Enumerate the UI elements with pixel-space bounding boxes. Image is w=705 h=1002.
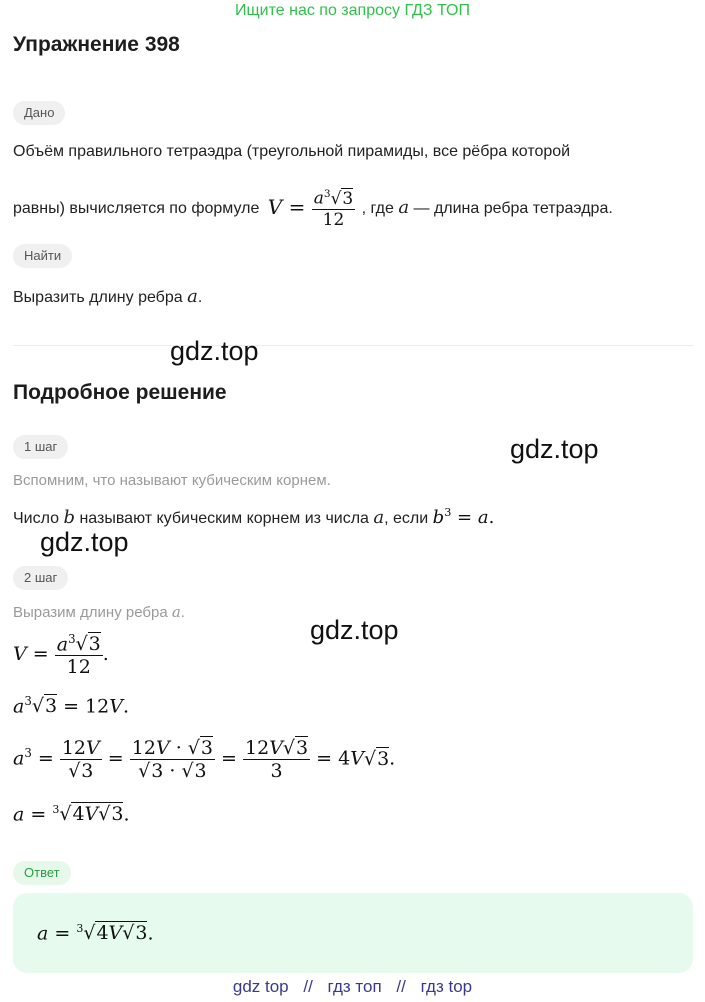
given-line-2-post: , где: [361, 200, 394, 218]
equation-3: $a^3$ = $\frac{12V}{√3}$ = $\frac{12V \cdot √3}{√3 \cdot √3}$ = $\frac{12V√3}{3}$ = 4V√3.: [13, 737, 396, 782]
watermark: gdz.top: [170, 336, 259, 366]
step2-hint: Выразим длину ребра a.: [13, 603, 185, 621]
step2-hint-label: Выразим длину ребра: [13, 604, 168, 621]
var-a: a: [187, 286, 198, 307]
page-title: Упражнение 398: [13, 33, 180, 56]
footer-separator: //: [396, 977, 406, 996]
equation-1: V = $\frac{a^3√3}{12}$ .: [13, 632, 109, 679]
var-a: a: [171, 603, 181, 621]
step1-text-b: называют кубическим корнем из числа: [79, 510, 369, 527]
given-line-2-pre: равны) вычисляется по формуле: [13, 200, 260, 218]
step2-badge: 2 шаг: [13, 566, 68, 590]
find-text-label: Выразить длину ребра: [13, 289, 183, 306]
footer-separator: //: [303, 977, 313, 996]
watermark: gdz.top: [40, 527, 129, 557]
var-a: a: [398, 197, 410, 219]
var-b: b: [63, 507, 75, 528]
equation-4: a = $^3$√4V√3.: [13, 803, 130, 826]
step1-badge: 1 шаг: [13, 435, 68, 459]
given-badge: Дано: [13, 101, 65, 125]
step1-hint: Вспомним, что называют кубическим корнем.: [13, 472, 331, 489]
var-a: a: [373, 507, 385, 528]
answer-equation: a = $^3$√4V√3.: [37, 922, 154, 945]
given-line-2-end: — длина ребра тетраэдра.: [413, 200, 613, 218]
divider: [13, 345, 693, 346]
cube-root-definition: $b^3 = a$.: [432, 506, 495, 528]
find-badge: Найти: [13, 244, 72, 268]
formula-volume: V = $\frac{a^3√3}{12}$: [267, 188, 354, 230]
top-banner: Ищите нас по запросу ГДЗ ТОП: [235, 2, 470, 19]
find-text: Выразить длину ребра a.: [13, 286, 203, 307]
step1-text-c: , если: [384, 510, 429, 527]
step1-text-a: Число: [13, 510, 60, 527]
footer-link-3[interactable]: гдз top: [420, 977, 473, 996]
solution-title: Подробное решение: [13, 381, 227, 404]
watermark: gdz.top: [310, 615, 399, 645]
given-line-1: Объём правильного тетраэдра (треугольной пирамиды, все рёбра которой: [13, 143, 571, 160]
equation-2: $a^3√3 = 12V$.: [13, 694, 129, 718]
answer-badge: Ответ: [13, 861, 71, 885]
footer: [0, 977, 705, 997]
watermark: gdz.top: [510, 434, 599, 464]
footer-link-1[interactable]: gdz top: [232, 977, 289, 996]
given-line-2: [13, 188, 613, 230]
step1-text: [13, 506, 494, 528]
footer-link-2[interactable]: гдз топ: [327, 977, 382, 996]
